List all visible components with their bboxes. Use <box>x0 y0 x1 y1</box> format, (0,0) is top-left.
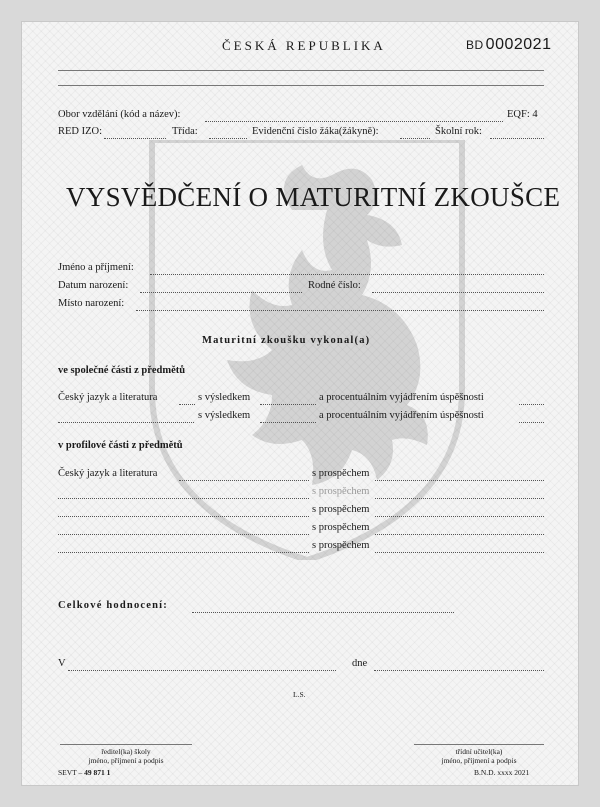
profile-row-4-grade: s prospěchem <box>312 522 370 533</box>
common-row-1-result-line[interactable] <box>260 404 316 405</box>
common-row-1-subject-line[interactable] <box>179 404 195 405</box>
profile-row-3-grade: s prospěchem <box>312 504 370 515</box>
overall-evaluation-label: Celkové hodnocení: <box>58 600 168 611</box>
place-line[interactable] <box>68 670 336 671</box>
common-row-1-result: s výsledkem <box>198 392 251 403</box>
profile-row-5-grade: s prospěchem <box>312 540 370 551</box>
serial-number-block <box>466 36 551 54</box>
signature-left-note: jméno, příjmení a podpis <box>88 756 164 765</box>
profile-row-2-grade-line[interactable] <box>375 498 544 499</box>
serial-prefix: BD <box>466 38 484 52</box>
field-datum-line[interactable] <box>140 292 302 293</box>
overall-evaluation-line[interactable] <box>192 612 454 613</box>
field-jmeno-label: Jméno a příjmení: <box>58 262 134 273</box>
field-eqf: EQF: 4 <box>507 109 538 120</box>
signature-right-note: jméno, příjmení a podpis <box>441 756 517 765</box>
common-row-1-percent: a procentuálním vyjádřením úspěšnosti <box>319 392 484 403</box>
signature-left-caption <box>66 747 186 765</box>
certificate-sheet <box>22 22 578 785</box>
field-obor-line[interactable] <box>205 121 503 122</box>
signature-line-left[interactable] <box>60 744 192 745</box>
profile-row-3-grade-line[interactable] <box>375 516 544 517</box>
country-name: ČESKÁ REPUBLIKA <box>222 38 386 53</box>
serial-number: 0002021 <box>485 36 552 53</box>
field-evidencni-label: Evidenční číslo žáka(žákyně): <box>252 126 379 137</box>
field-red-izo-line[interactable] <box>104 138 166 139</box>
signature-right-role: třídní učitel(ka) <box>455 747 503 756</box>
field-red-izo-label: RED IZO: <box>58 126 103 137</box>
common-row-1-subject: Český jazyk a literatura <box>58 392 158 403</box>
footer-print-code: B.N.D. xxxx 2021 <box>474 768 530 777</box>
common-row-2-result: s výsledkem <box>198 410 251 421</box>
field-datum-label: Datum narození: <box>58 280 129 291</box>
profile-row-3-subject-line[interactable] <box>58 516 309 517</box>
profile-row-4-grade-line[interactable] <box>375 534 544 535</box>
footer-publisher <box>58 768 110 777</box>
signature-left-role: ředitel(ka) školy <box>101 747 151 756</box>
profile-row-1-grade: s prospěchem <box>312 468 370 479</box>
exam-heading: Maturitní zkoušku vykonal(a) <box>202 335 371 346</box>
date-line[interactable] <box>374 670 544 671</box>
field-evidencni-line[interactable] <box>400 138 430 139</box>
field-rodne-cislo-label: Rodné číslo: <box>308 280 361 291</box>
field-skolni-rok-label: Školní rok: <box>435 126 482 137</box>
common-part-heading: ve společné části z předmětů <box>58 365 186 376</box>
profile-row-4-subject-line[interactable] <box>58 534 309 535</box>
common-row-1-percent-line[interactable] <box>519 404 544 405</box>
footer-publisher-prefix: SEVT – <box>58 768 83 777</box>
header-line-2 <box>58 85 544 86</box>
common-row-2-percent: a procentuálním vyjádřením úspěšnosti <box>319 410 484 421</box>
place-label: V <box>58 658 66 669</box>
field-obor-label: Obor vzdělání (kód a název): <box>58 109 181 120</box>
profile-row-1-subject: Český jazyk a literatura <box>58 468 158 479</box>
header-line-1 <box>58 70 544 71</box>
field-skolni-rok-line[interactable] <box>490 138 544 139</box>
profile-part-heading: v profilové části z předmětů <box>58 440 183 451</box>
field-misto-label: Místo narození: <box>58 298 125 309</box>
field-trida-line[interactable] <box>209 138 247 139</box>
signature-line-right[interactable] <box>414 744 544 745</box>
document-title: VYSVĚDČENÍ O MATURITNÍ ZKOUŠCE <box>66 182 561 212</box>
profile-row-5-grade-line[interactable] <box>375 552 544 553</box>
field-jmeno-line[interactable] <box>150 274 544 275</box>
seal-ls: L.S. <box>293 690 306 699</box>
profile-row-2-grade: s prospěchem <box>312 486 370 497</box>
common-row-2-result-line[interactable] <box>260 422 316 423</box>
common-row-2-percent-line[interactable] <box>519 422 544 423</box>
signature-right-caption <box>419 747 539 765</box>
profile-row-2-subject-line[interactable] <box>58 498 309 499</box>
date-label: dne <box>352 658 368 669</box>
field-rodne-cislo-line[interactable] <box>372 292 544 293</box>
profile-row-1-grade-line[interactable] <box>375 480 544 481</box>
footer-publisher-code: 49 871 1 <box>84 768 111 777</box>
profile-row-5-subject-line[interactable] <box>58 552 309 553</box>
field-trida-label: Třída: <box>172 126 198 137</box>
profile-row-1-subject-line[interactable] <box>179 480 309 481</box>
field-misto-line[interactable] <box>136 310 544 311</box>
common-row-2-subject-line[interactable] <box>58 422 194 423</box>
